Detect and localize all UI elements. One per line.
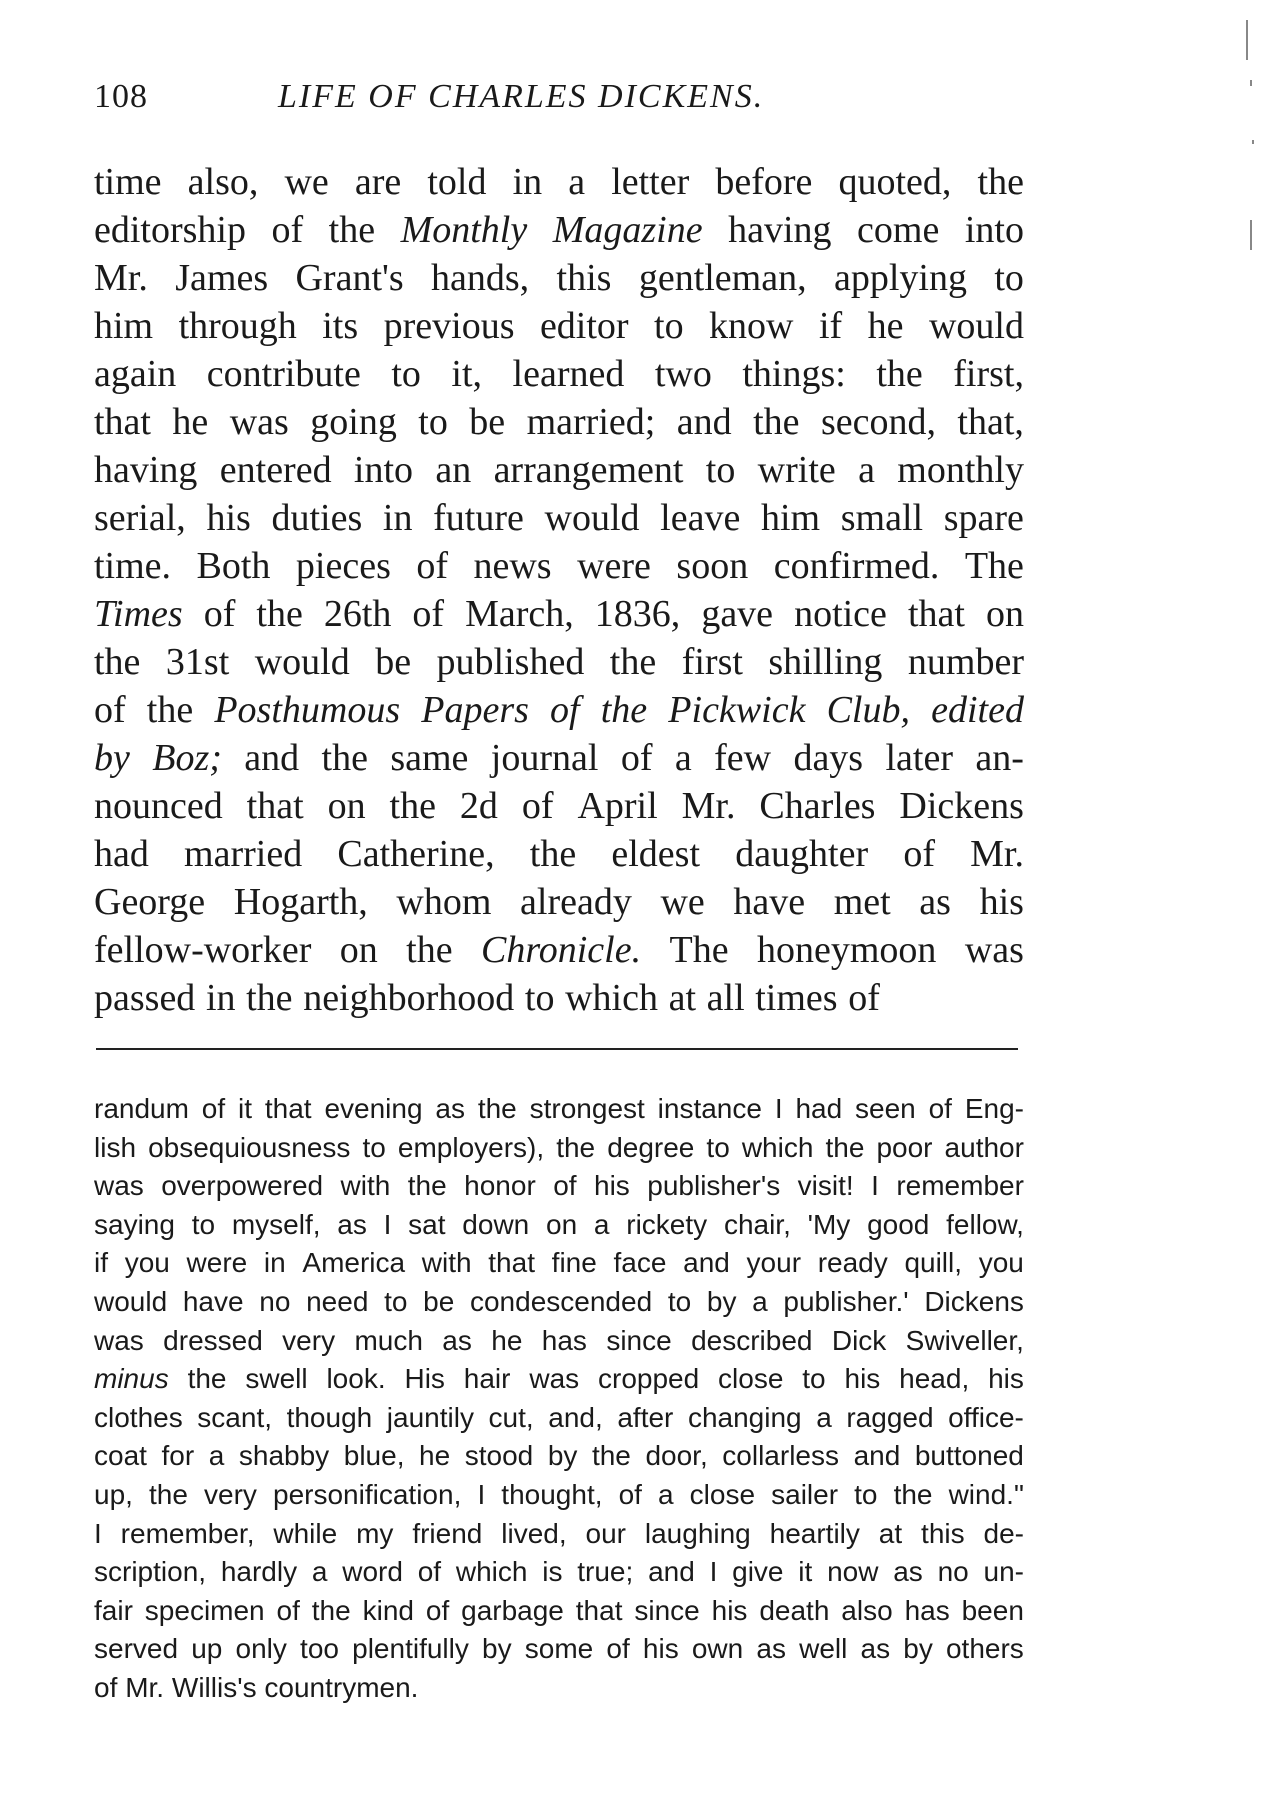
- page-number: 108: [94, 78, 148, 115]
- body-line: Mr. James Grant's hands, this gentleman, applying to: [94, 257, 1024, 299]
- body-line: him through its previous editor to know if he would: [94, 305, 1024, 347]
- page-header: [94, 78, 1014, 128]
- running-title: LIFE OF CHARLES DICKENS.: [278, 78, 765, 115]
- footnote-line: would have no need to be condescended to by a publisher.' Dickens: [94, 1285, 1024, 1317]
- footnote-line: if you were in America with that fine face and your ready quill, you: [94, 1247, 1024, 1279]
- footnote-line: of Mr. Willis's countrymen.: [94, 1671, 419, 1703]
- footnote-line: was dressed very much as he has since described Dick Swiveller,: [94, 1324, 1024, 1356]
- body-line: fellow-worker on the Chronicle. The honeymoon was: [94, 929, 1024, 971]
- footnote-line: lish obsequiousness to employers), the degree to which the poor author: [94, 1131, 1024, 1163]
- body-line: that he was going to be married; and the second, that,: [94, 401, 1024, 443]
- body-line: passed in the neighborhood to which at all times of: [94, 977, 880, 1019]
- footnote-rule: [96, 1048, 1018, 1050]
- footnote-line: saying to myself, as I sat down on a rickety chair, 'My good fellow,: [94, 1208, 1024, 1240]
- footnote-line: up, the very personification, I thought, of a close sailer to the wind.": [94, 1478, 1024, 1510]
- body-line: by Boz; and the same journal of a few days later an-: [94, 737, 1024, 779]
- body-line: Times of the 26th of March, 1836, gave notice that on: [94, 593, 1024, 635]
- footnote-line: fair specimen of the kind of garbage that since his death also has been: [94, 1594, 1024, 1626]
- footnote-line: randum of it that evening as the strongest instance I had seen of Eng-: [94, 1093, 1024, 1124]
- footnote-line: was overpowered with the honor of his publisher's visit! I remember: [94, 1170, 1024, 1202]
- body-line: again contribute to it, learned two things: the first,: [94, 353, 1024, 395]
- body-line: of the Posthumous Papers of the Pickwick Club, edited: [94, 689, 1024, 731]
- body-line: time also, we are told in a letter before quoted, the: [94, 161, 1024, 203]
- body-line: had married Catherine, the eldest daughter of Mr.: [94, 833, 1024, 875]
- footnote-line: served up only too plentifully by some of his own as well as by others: [94, 1633, 1024, 1665]
- footnote-line: clothes scant, though jauntily cut, and, after changing a ragged office-: [94, 1401, 1024, 1433]
- body-line: having entered into an arrangement to write a monthly: [94, 449, 1024, 491]
- margin-marks: [1244, 20, 1264, 320]
- body-line: George Hogarth, whom already we have met as his: [94, 881, 1024, 923]
- body-line: nounced that on the 2d of April Mr. Charles Dickens: [94, 785, 1024, 827]
- footnote-line: scription, hardly a word of which is true; and I give it now as no un-: [94, 1556, 1024, 1588]
- footnote-line: I remember, while my friend lived, our laughing heartily at this de-: [94, 1517, 1024, 1549]
- body-line: the 31st would be published the first shilling number: [94, 641, 1024, 683]
- body-text: [94, 158, 1024, 1022]
- footnote-line: coat for a shabby blue, he stood by the door, collarless and buttoned: [94, 1440, 1024, 1472]
- footnote-line: minus the swell look. His hair was cropped close to his head, his: [94, 1363, 1024, 1395]
- footnote: [94, 1090, 1024, 1708]
- body-line: time. Both pieces of news were soon confirmed. The: [94, 545, 1024, 587]
- body-line: editorship of the Monthly Magazine having come into: [94, 209, 1024, 251]
- body-line: serial, his duties in future would leave him small spare: [94, 497, 1024, 539]
